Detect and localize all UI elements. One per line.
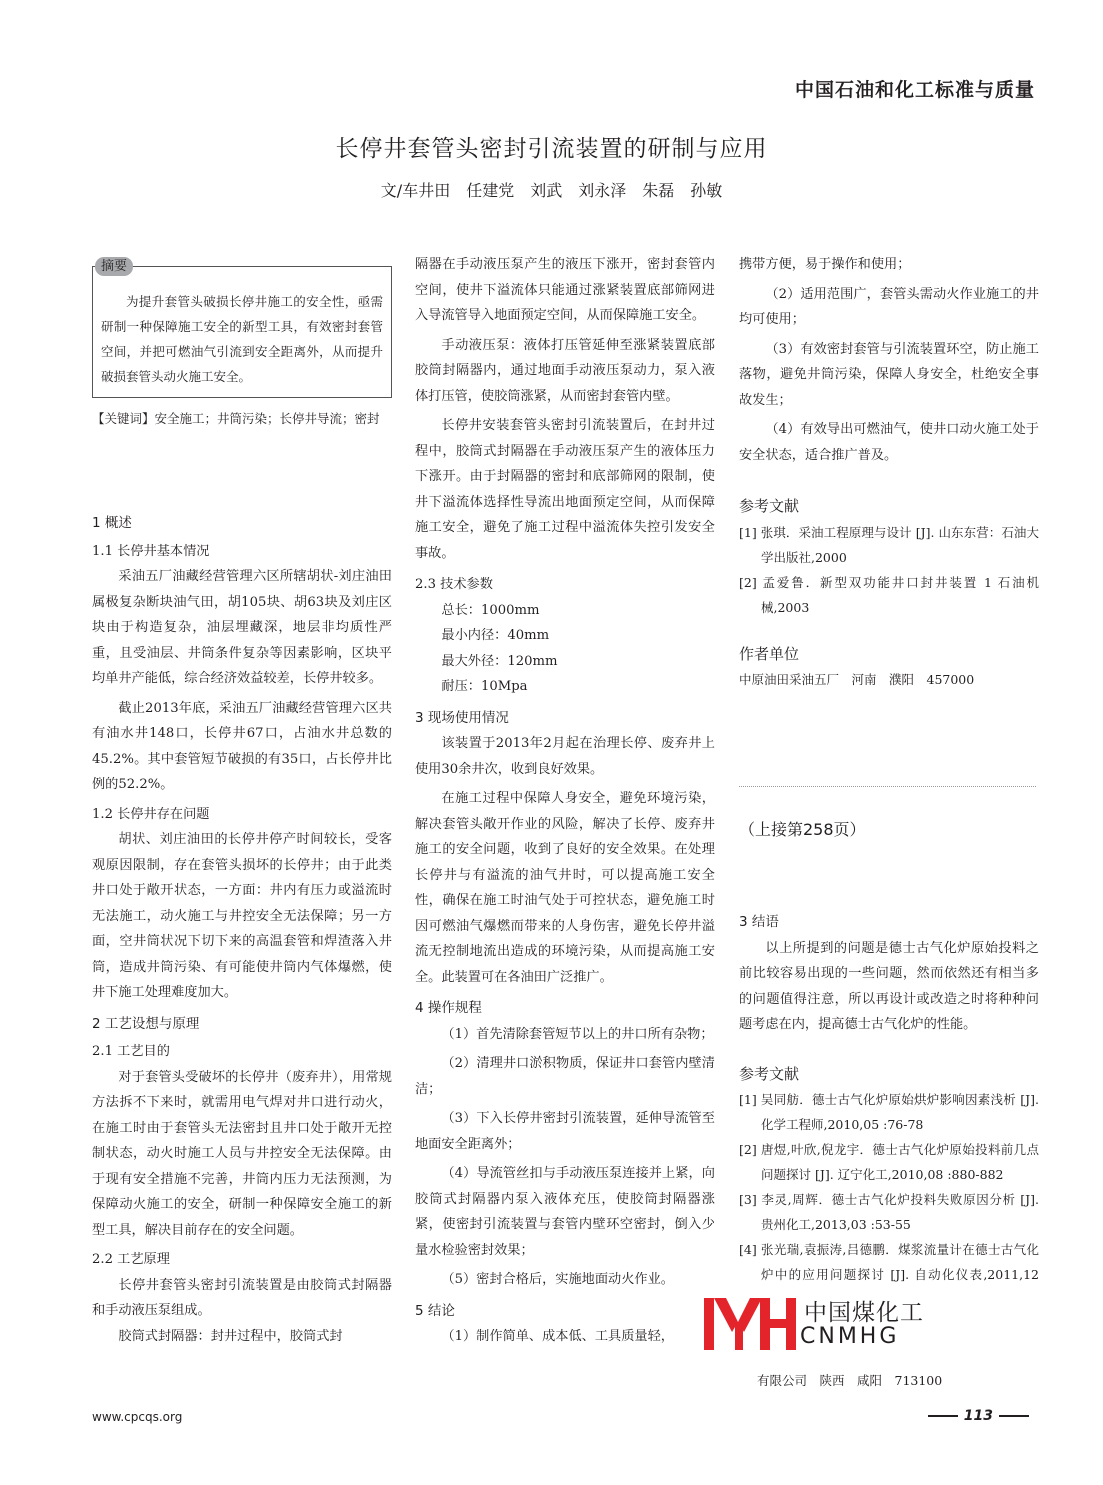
- paragraph: 该装置于2013年2月起在治理长停、废弃井上使用30余井次，收到良好效果。: [415, 736, 715, 777]
- paragraph: 在施工过程中保障人身安全，避免环境污染，解决套管头敞开作业的风险，解决了长停、废弃井施工的安全问题，收到了良好的安全效果。在处理长停井与有溢流的油气井时，可以提高施工安全性，确保在施工时油气处于可控状态，避免施工时因可燃油气爆燃而带来的人身伤害，避免长停井溢流无控制地流出造成的环境污染，从而提高施工安全。此装置可在各油田广泛推广。: [415, 791, 715, 985]
- paragraph: 截止2013年底，采油五厂油藏经营管理六区共有油水井148口，长停井67口，占油水井总数的45.2%。其中套管短节破损的有35口，占长停井比例的52.2%。: [92, 700, 392, 792]
- conclusion-item: 携带方便，易于操作和使用；: [739, 257, 911, 272]
- reference-item: [2] 唐煜,叶欣,倪龙宇．德士古气化炉原始投料前几点问题探讨 [J]. 辽宁化工,2010,08 :880-882: [739, 1142, 1039, 1182]
- column-3: [739, 252, 1039, 1394]
- param-item: 耐压：10Mpa: [441, 679, 528, 694]
- column-1: [92, 252, 392, 1349]
- footer-rule-left: [928, 1415, 958, 1417]
- step-item: （3）下入长停井密封引流装置，延伸导流管至地面安全距离外；: [415, 1111, 715, 1152]
- logo-chinese-name: 中国煤化工: [804, 1300, 924, 1326]
- paragraph: 以上所提到的问题是德士古气化炉原始投料之前比较容易出现的一些问题，然而依然还有相当多的问题值得注意，所以再设计或改造之时将种种问题考虑在内，提高德士古气化炉的性能。: [739, 940, 1039, 1032]
- keywords-text: 安全施工；井筒污染；长停井导流；密封: [154, 411, 380, 426]
- article-title: 长停井套管头密封引流装置的研制与应用: [335, 136, 768, 162]
- paragraph: 采油五厂油藏经营管理六区所辖胡状-刘庄油田属极复杂断块油气田，胡105块、胡63块及刘庄区块由于构造复杂，油层埋藏深，地层非均质性严重，且受油层、井筒条件复杂等因素影响，区块平均单井产能低，综合经济效益较差，长停井较多。: [92, 569, 392, 686]
- section-heading: 3 现场使用情况: [415, 709, 509, 726]
- section-heading: 4 操作规程: [415, 1000, 482, 1016]
- footer-rule-right: [999, 1415, 1029, 1417]
- paragraph: 隔器在手动液压泵产生的液压下涨开，密封套管内空间，使井下溢流体只能通过涨紧装置底部筛网进入导流管导入地面预定空间，从而保障施工安全。: [415, 257, 715, 323]
- paragraph: 胡状、刘庄油田的长停井停产时间较长，受客观原因限制，存在套管头损坏的长停井；由于此类井口处于敞开状态，一方面：井内有压力或溢流时无法施工，动火施工与井控安全无法保障；另一方面，空井筒状况下切下来的高温套管和焊渣落入井筒，造成井筒污染、有可能使井筒内气体爆燃，使井下施工处理难度加大。: [92, 832, 392, 1000]
- section-heading: 3 结语: [739, 914, 779, 930]
- conclusion-item: （4）有效导出可燃油气，使井口动火施工处于安全状态，适合推广普及。: [739, 422, 1039, 463]
- continued-from: （上接第258页）: [739, 819, 866, 839]
- references-heading: 参考文献: [739, 1064, 800, 1083]
- section-heading: 2 工艺设想与原理: [92, 1015, 200, 1032]
- paragraph: 长停井安装套管头密封引流装置后，在封井过程中，胶筒式封隔器在手动液压泵产生的液体压力下涨开。由于封隔器的密封和底部筛网的限制，使井下溢流体选择性导流出地面预定空间，从而保障施工安全，避免了施工过程中溢流体失控引发安全事故。: [415, 418, 715, 561]
- paragraph: 对于套管头受破坏的长停井（废弃井），用常规方法拆不下来时，就需用电气焊对井口进行动火，在施工时由于套管头无法密封且井口处于敞开无控制状态，动火时施工人员与井控安全无法保障。由于现有安全措施不完善，井筒内压力无法预测，为保障动火施工的安全，研制一种保障安全施工的新型工具，解决目前存在的安全问题。: [92, 1069, 392, 1238]
- affiliation-heading: 作者单位: [739, 644, 800, 663]
- step-item: （1）首先清除套管短节以上的井口所有杂物；: [441, 1026, 714, 1042]
- keywords-label: 【关键词】: [92, 411, 155, 426]
- references-heading: 参考文献: [739, 497, 800, 515]
- step-item: （2）清理井口淤积物质，保证井口套管内壁清洁；: [415, 1056, 715, 1097]
- param-item: 最小内径：40mm: [441, 628, 550, 643]
- reference-item: [2] 孟爱鲁．新型双功能井口封井装置 1 石油机械,2003: [739, 574, 1039, 615]
- subsection-heading: 2.2 工艺原理: [92, 1252, 170, 1267]
- cnmhg-logo-mark-icon: [702, 1292, 798, 1358]
- section-heading: 5 结论: [415, 1302, 455, 1319]
- journal-name: 中国石油和化工标准与质量: [794, 79, 1035, 101]
- paragraph: 手动液压泵：液体打压管延伸至涨紧装置底部胶筒封隔器内，通过地面手动液压泵动力，泵入液体打压管，使胶筒涨紧，从而密封套管内壁。: [415, 337, 715, 404]
- reference-item: [4] 张光瑞,袁振涛,吕德鹏．煤浆流量计在德士古气化炉中的应用问题探讨 [J]. 自动化仪表,2011,12: [739, 1242, 1039, 1282]
- reference-item: [1] 吴同舫．德士古气化炉原始烘炉影响因素浅析 [J]. 化学工程师,2010,05 :76-78: [739, 1092, 1039, 1132]
- column-divider: [739, 786, 1036, 787]
- paragraph: 长停井套管头密封引流装置是由胶筒式封隔器和手动液压泵组成。: [92, 1277, 392, 1318]
- reference-item: [1] 张琪．采油工程原理与设计 [J]. 山东东营：石油大学出版社,2000: [739, 524, 1039, 565]
- subsection-heading: 2.1 工艺目的: [92, 1044, 170, 1059]
- subsection-heading: 1.2 长停井存在问题: [92, 806, 210, 822]
- affiliation-text: 有限公司 陕西 咸阳 713100: [757, 1373, 943, 1388]
- conclusion-item: （1）制作简单、成本低、工具质量轻，: [441, 1329, 674, 1344]
- column-2: [415, 252, 715, 1350]
- step-item: （4）导流管丝扣与手动液压泵连接并上紧，向胶筒式封隔器内泵入液体充压，使胶筒封隔器涨紧，使密封引流装置与套管内壁环空密封，倒入少量水检验密封效果；: [415, 1166, 715, 1258]
- abstract-text: 为提升套管头破损长停井施工的安全性，亟需研制一种保障施工安全的新型工具，有效密封套管空间，并把可燃油气引流到安全距离外，从而提升破损套管头动火施工安全。: [101, 294, 383, 384]
- footer-url: www.cpcqs.org: [92, 1410, 183, 1424]
- param-item: 最大外径：120mm: [441, 653, 558, 669]
- section-heading: 1 概述: [92, 515, 132, 531]
- page-number: 113: [963, 1408, 993, 1424]
- param-item: 总长：1000mm: [441, 602, 540, 618]
- conclusion-item: （2）适用范围广，套管头需动火作业施工的井均可使用；: [739, 286, 1039, 327]
- subsection-heading: 2.3 技术参数: [415, 577, 493, 592]
- footer-page-number: [922, 1408, 1035, 1424]
- step-item: （5）密封合格后，实施地面动火作业。: [441, 1272, 674, 1287]
- conclusion-item: （3）有效密封套管与引流装置环空，防止施工落物，避免井筒污染，保障人身安全，杜绝安全事故发生；: [739, 341, 1039, 408]
- paragraph: 胶筒式封隔器：封井过程中，胶筒式封: [118, 1328, 343, 1344]
- logo-english-name: CNMHG: [800, 1324, 900, 1349]
- subsection-heading: 1.1 长停井基本情况: [92, 543, 210, 559]
- keywords: [92, 406, 392, 431]
- reference-item: [3] 李灵,周辉．德士古气化炉投料失败原因分析 [J]. 贵州化工,2013,03 :53-55: [739, 1192, 1039, 1232]
- abstract-box: [92, 259, 392, 398]
- cnmhg-logo: [702, 1292, 942, 1360]
- abstract-tag: 摘要: [95, 257, 133, 276]
- affiliation-text: 中原油田采油五厂 河南 濮阳 457000: [739, 672, 975, 687]
- article-authors: 文/车井田 任建党 刘武 刘永泽 朱磊 孙敏: [380, 181, 723, 200]
